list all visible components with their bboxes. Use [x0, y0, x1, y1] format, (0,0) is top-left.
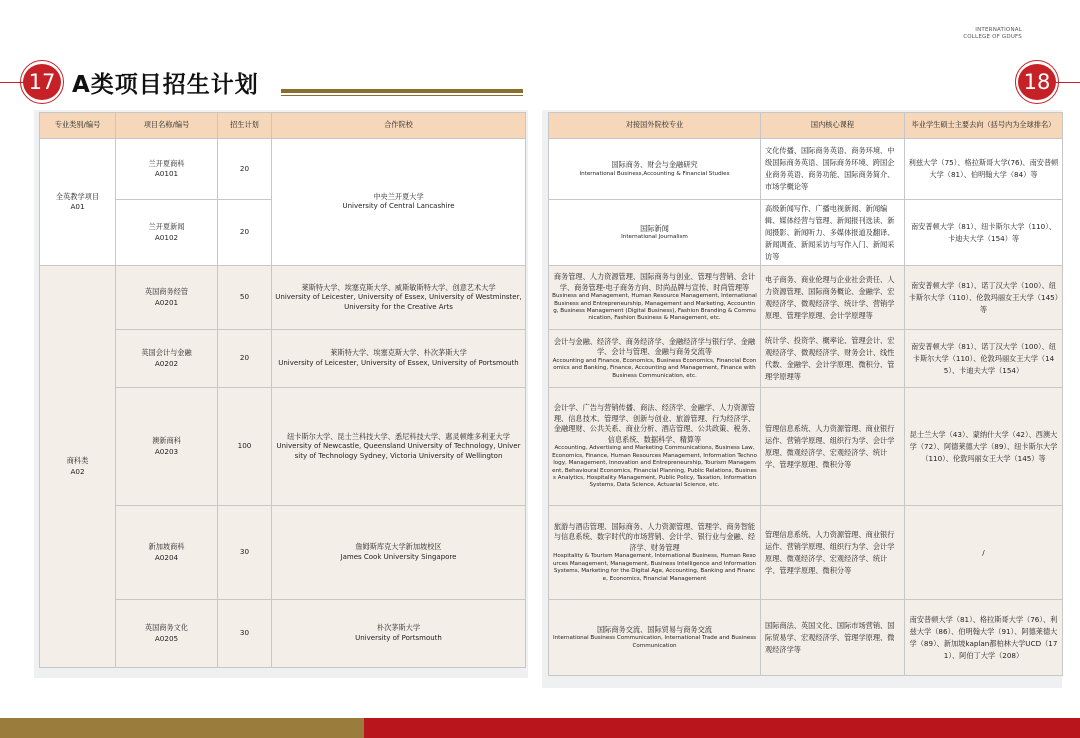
partner-en: University of Leicester, University of Essex, University of Westminster, University for the Creative Arts [275, 293, 522, 311]
col-header-destination: 毕业学生硕士主要去向（括号内为全球排名） [905, 113, 1063, 139]
program-code: A0203 [154, 446, 179, 456]
title-underline-thin [281, 95, 523, 96]
major-en: International Business Communication, International Trade and Business Communication [552, 635, 757, 649]
program-code: A0102 [154, 232, 179, 242]
program-name: 英国会计与金融 [141, 348, 192, 357]
program-cell [116, 266, 218, 330]
program-code: A0204 [154, 552, 179, 562]
page-title: A类项目招生计划 [72, 72, 259, 98]
major-cn: 国际商务交流、国际贸易与商务交流 [596, 624, 712, 634]
partner-en: University of Leicester, University of Essex, University of Portsmouth [278, 358, 519, 367]
major-cell [549, 139, 761, 200]
program-name: 澳新商科 [152, 436, 181, 445]
program-cell [116, 600, 218, 668]
major-cn: 国际新闻 [640, 223, 669, 233]
plan-cell: 20 [218, 330, 272, 388]
courses-cell: 高级新闻写作、广播电视新闻、新闻编辑、媒体经营与管理、新闻报刊选读、新闻摄影、新闻听力、多媒体报道及翻译、新闻调查、新闻采访与写作入门、新闻采访等 [761, 200, 905, 266]
col-header-category: 专业类别/编号 [40, 113, 116, 139]
program-name: 兰开夏商科 [148, 158, 185, 168]
footer-bar-gold [0, 718, 364, 738]
partner-cn: 纽卡斯尔大学、昆士兰科技大学、悉尼科技大学、惠灵顿维多利亚大学 [287, 431, 510, 441]
major-cell [549, 330, 761, 388]
category-name: 全英教学项目 [55, 191, 100, 201]
partner-cell [272, 266, 526, 330]
major-en: International Business,Accounting & Financial Studies [579, 170, 730, 177]
major-cell [549, 506, 761, 600]
destination-cell: 南安普顿大学（81）、纽卡斯尔大学（110）、卡迪夫大学（154）等 [905, 200, 1063, 266]
courses-cell: 管理信息系统、人力资源管理、商业银行运作、营销学原理、组织行为学、会计学原理、微观经济学、宏观经济学、统计学、管理学原理、微积分等 [761, 506, 905, 600]
table-row [549, 266, 1063, 330]
major-cn: 国际商务、财会与金融研究 [611, 160, 698, 170]
partner-en: University of Portsmouth [355, 633, 442, 642]
program-cell [116, 506, 218, 600]
category-code: A01 [70, 202, 85, 211]
curriculum-destination-table [548, 112, 1063, 676]
major-en: Accounting, Advertising and Marketing Communications, Business Law, Economics, Finance, Human Resources Management, Information Technology, Management, Innovation and Entrepreneurship, Tourism Management, Behavioural Economics, Financial Planning, Public Relations, Business Analytics, Hospitality Management, Public Policy, Taxation, Information Systems, Data Science, Actuarial Science, etc. [552, 445, 757, 489]
table-row [549, 506, 1063, 600]
partner-cell [272, 139, 526, 266]
program-name: 英国商务经管 [144, 287, 189, 296]
courses-cell: 管理信息系统、人力资源管理、商业银行运作、营销学原理、组织行为学、会计学原理、微观经济学、宏观经济学、统计学、管理学原理、微积分等 [761, 388, 905, 506]
partner-cn: 莱斯特大学、埃塞克斯大学、威斯敏斯特大学、创意艺术大学 [301, 282, 496, 292]
major-cn: 会计学、广告与营销传播、商法、经济学、金融学、人力资源管理、信息技术、管理学、创新与创业、旅游管理、行为经济学、金融理财、公共关系、商业分析、酒店管理、公共政策、税务、信息系统、数据科学、精算等 [553, 403, 756, 444]
footer-bar-red [364, 718, 1080, 738]
table-row [549, 200, 1063, 266]
major-cn: 旅游与酒店管理、国际商务、人力资源管理、管理学、商务智能与信息系统、数字时代的市场营销、会计学、银行业与金融、经济学、财务管理 [553, 521, 756, 552]
major-cell [549, 600, 761, 676]
table-row [549, 600, 1063, 676]
courses-cell: 国际商法、英国文化、国际市场营销、国际贸易学、宏观经济学、管理学原理、微观经济学等 [761, 600, 905, 676]
program-cell [116, 330, 218, 388]
courses-cell: 电子商务、商业伦理与企业社会责任、人力资源管理、国际商务概论、金融学、宏观经济学、微观经济学、统计学、营销学原理、管理学原理、会计学原理等 [761, 266, 905, 330]
partner-cell [272, 388, 526, 506]
major-cn: 商务管理、人力资源管理、国际商务与创业、管理与营销、会计学、商务管理-电子商务方向、时尚品牌与宣传、时尚管理等 [553, 272, 756, 292]
program-code: A0202 [154, 358, 179, 368]
partner-en: University of Newcastle, Queensland University of Technology, University of Technology Sydney, Victoria University of Wellington [276, 442, 521, 460]
program-name: 兰开夏新闻 [148, 222, 185, 231]
col-header-courses: 国内核心课程 [761, 113, 905, 139]
enrollment-plan-table [39, 112, 526, 668]
program-code: A0205 [154, 633, 179, 643]
major-en: Hospitality & Tourism Management, International Business, Human Resources Management, Management, Business Intelligence and Information Systems, Marketing for the Digital Age, Accounting, Banking and Finance, Economics, Financial Management [552, 553, 757, 582]
page-number-right: 18 [1018, 64, 1056, 100]
program-name: 新加坡商科 [148, 542, 185, 551]
partner-cn: 中央兰开夏大学 [373, 191, 424, 201]
program-code: A0201 [154, 297, 179, 307]
major-en: Business and Management, Human Resource Management, International Business and Entrepreneurship, Management and Marketing, Accounting, Business Management (Digital Business), Fashion Branding & Communication, Fashion Business & Management, etc. [552, 293, 757, 322]
plan-cell: 20 [218, 200, 272, 266]
destination-cell: 南安普顿大学（81）、格拉斯哥大学（76）、利兹大学（86）、伯明翰大学（91）、阿德莱德大学（89）、新加坡kaplan都柏林大学UCD（171）、阿伯丁大学（208） [905, 600, 1063, 676]
major-cell [549, 266, 761, 330]
category-code: A02 [70, 466, 85, 476]
plan-cell: 20 [218, 139, 272, 200]
college-name-line2: COLLEGE OF GDUFS [963, 34, 1022, 40]
partner-en: University of Central Lancashire [342, 202, 455, 211]
partner-cn: 莱斯特大学、埃塞克斯大学、朴次茅斯大学 [330, 348, 467, 358]
destination-cell: 南安普顿大学（81）、诺丁汉大学（100）、纽卡斯尔大学（110）、伦敦玛丽女王大学（145）、卡迪夫大学（154） [905, 330, 1063, 388]
page-number-left: 17 [23, 64, 61, 100]
table-row [549, 388, 1063, 506]
partner-cn: 朴次茅斯大学 [376, 623, 421, 633]
major-cn: 会计与金融、经济学、商务经济学、金融经济学与银行学、金融学、会计与管理、金融与商务交流等 [553, 336, 756, 357]
destination-cell: / [905, 506, 1063, 600]
program-cell [116, 200, 218, 266]
college-name-line1: INTERNATIONAL [975, 27, 1022, 33]
major-cell [549, 200, 761, 266]
destination-cell: 利兹大学（75）、格拉斯哥大学(76)、南安普顿大学（81）、伯明翰大学（84）等 [905, 139, 1063, 200]
partner-cn: 詹姆斯库克大学新加坡校区 [355, 542, 442, 552]
courses-cell: 文化传播、国际商务英语、商务环境、中级国际商务英语、国际商务环境、跨国企业商务英语、商务功能、国际商务简介、市场学概论等 [761, 139, 905, 200]
table-row [549, 139, 1063, 200]
major-cell [549, 388, 761, 506]
col-header-program: 项目名称/编号 [116, 113, 218, 139]
college-name [963, 27, 1022, 41]
category-name: 商科类 [66, 456, 89, 465]
col-header-plan: 招生计划 [218, 113, 272, 139]
col-header-partner: 合作院校 [272, 113, 526, 139]
partner-en: James Cook University Singapore [340, 552, 457, 561]
title-underline [281, 89, 523, 93]
plan-cell: 30 [218, 600, 272, 668]
destination-cell: 昆士兰大学（43）、蒙纳什大学（42）、西澳大学（72）、阿德莱德大学（89）、纽卡斯尔大学（110）、伦敦玛丽女王大学（145）等 [905, 388, 1063, 506]
plan-cell: 30 [218, 506, 272, 600]
major-en: International Journalism [621, 234, 688, 241]
col-header-major: 对接国外院校专业 [549, 113, 761, 139]
program-cell [116, 139, 218, 200]
category-cell [40, 266, 116, 668]
major-en: Accounting and Finance, Economics, Business Economics, Financial Economics and Banking, Finance, Accounting and Management, Finance with Business Communication, etc. [552, 357, 757, 379]
partner-cell [272, 330, 526, 388]
table-row [40, 139, 526, 200]
program-name: 英国商务文化 [144, 623, 189, 632]
category-cell [40, 139, 116, 266]
destination-cell: 南安普顿大学（81）、诺丁汉大学（100）、纽卡斯尔大学（110）、伦敦玛丽女王大学（145）等 [905, 266, 1063, 330]
program-cell [116, 388, 218, 506]
partner-cell [272, 506, 526, 600]
program-code: A0101 [154, 169, 179, 178]
partner-cell [272, 600, 526, 668]
courses-cell: 统计学、投资学、概率论、管理会计、宏观经济学、微观经济学、财务会计、线性代数、金融学、会计学原理、微积分、管理学原理等 [761, 330, 905, 388]
plan-cell: 100 [218, 388, 272, 506]
table-row [549, 330, 1063, 388]
plan-cell: 50 [218, 266, 272, 330]
table-row [40, 266, 526, 330]
